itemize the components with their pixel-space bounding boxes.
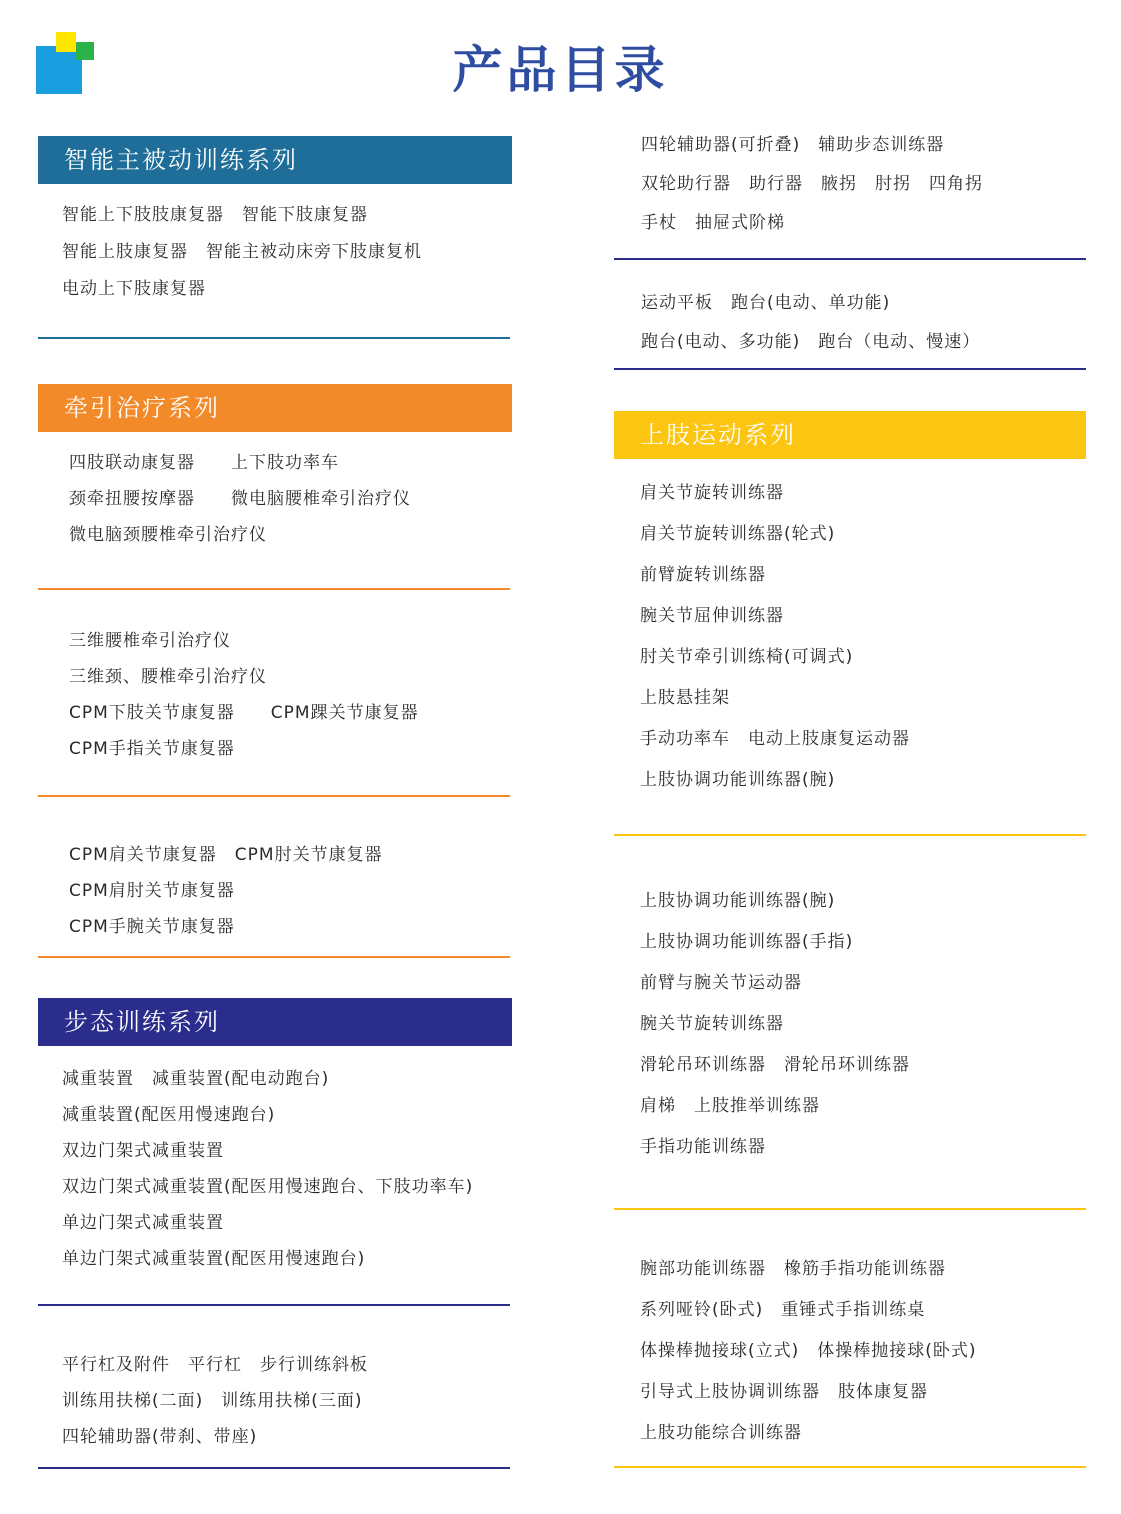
product-line: 手杖 抽屉式阶梯 [641, 213, 785, 233]
product-line: 颈牵扭腰按摩器 微电脑腰椎牵引治疗仪 [69, 489, 411, 509]
separator-line [614, 368, 1086, 370]
separator-line [614, 834, 1086, 836]
product-line: 上肢协调功能训练器(腕) [640, 891, 836, 911]
product-line: 系列哑铃(卧式) 重锤式手指训练桌 [640, 1300, 926, 1320]
product-block [62, 1350, 368, 1458]
separator-line [38, 588, 510, 590]
separator-line [38, 956, 510, 958]
product-line: 双边门架式减重装置 [62, 1141, 224, 1161]
product-line: CPM下肢关节康复器 CPM踝关节康复器 [69, 703, 419, 723]
product-block [640, 886, 910, 1173]
section-header-upper-limb: 上肢运动系列 [614, 411, 1086, 459]
separator-line [38, 337, 510, 339]
section-header-smart-training: 智能主被动训练系列 [38, 136, 512, 184]
product-line: 滑轮吊环训练器 滑轮吊环训练器 [640, 1055, 910, 1075]
product-line: 上肢功能综合训练器 [640, 1423, 802, 1443]
section-header-gait-training: 步态训练系列 [38, 998, 512, 1046]
product-block [62, 200, 422, 311]
product-line: 电动上下肢康复器 [62, 279, 206, 299]
product-line: 手动功率车 电动上肢康复运动器 [640, 729, 910, 749]
product-line: 减重装置 减重装置(配电动跑台) [62, 1069, 330, 1089]
product-line: 腕部功能训练器 橡筋手指功能训练器 [640, 1259, 946, 1279]
product-line: 训练用扶梯(二面) 训练用扶梯(三面) [62, 1391, 363, 1411]
product-line: 四肢联动康复器 上下肢功率车 [69, 453, 339, 473]
product-line: 体操棒抛接球(立式) 体操棒抛接球(卧式) [640, 1341, 977, 1361]
product-block [640, 478, 910, 806]
product-block [62, 1064, 473, 1280]
section-header-traction: 牵引治疗系列 [38, 384, 512, 432]
product-line: 肩梯 上肢推举训练器 [640, 1096, 820, 1116]
product-line: 前臂旋转训练器 [640, 565, 766, 585]
product-block [641, 288, 980, 366]
product-line: 四轮辅助器(可折叠) 辅助步态训练器 [641, 135, 945, 155]
product-line: 手指功能训练器 [640, 1137, 766, 1157]
product-line: 上肢协调功能训练器(手指) [640, 932, 854, 952]
product-block [640, 1254, 977, 1459]
page-title: 产品目录 [452, 41, 669, 99]
product-block [641, 130, 983, 247]
product-line: 双轮助行器 助行器 腋拐 肘拐 四角拐 [641, 174, 983, 194]
product-line: 肘关节牵引训练椅(可调式) [640, 647, 854, 667]
product-line: 减重装置(配医用慢速跑台) [62, 1105, 276, 1125]
product-line: 肩关节旋转训练器(轮式) [640, 524, 836, 544]
product-line: CPM肩关节康复器 CPM肘关节康复器 [69, 845, 383, 865]
product-line: 微电脑颈腰椎牵引治疗仪 [69, 525, 267, 545]
product-line: 肩关节旋转训练器 [640, 483, 784, 503]
separator-line [614, 1208, 1086, 1210]
product-line: 上肢协调功能训练器(腕) [640, 770, 836, 790]
product-line: 上肢悬挂架 [640, 688, 730, 708]
product-line: 三维腰椎牵引治疗仪 [69, 631, 231, 651]
product-line: 引导式上肢协调训练器 肢体康复器 [640, 1382, 928, 1402]
product-line: CPM肩肘关节康复器 [69, 881, 235, 901]
product-block [69, 626, 419, 770]
separator-line [38, 1304, 510, 1306]
product-line: 跑台(电动、多功能) 跑台（电动、慢速） [641, 332, 981, 352]
product-block [69, 840, 383, 948]
product-line: 运动平板 跑台(电动、单功能) [641, 293, 891, 313]
product-line: 腕关节旋转训练器 [640, 1014, 784, 1034]
product-block [69, 448, 411, 556]
product-line: 智能上下肢肢康复器 智能下肢康复器 [62, 205, 368, 225]
product-line: 单边门架式减重装置(配医用慢速跑台) [62, 1249, 366, 1269]
separator-line [38, 1467, 510, 1469]
separator-line [38, 795, 510, 797]
product-line: CPM手腕关节康复器 [69, 917, 235, 937]
product-line: 四轮辅助器(带刹、带座) [62, 1427, 258, 1447]
separator-line [614, 258, 1086, 260]
product-line: CPM手指关节康复器 [69, 739, 235, 759]
product-line: 单边门架式减重装置 [62, 1213, 224, 1233]
product-line: 双边门架式减重装置(配医用慢速跑台、下肢功率车) [62, 1177, 474, 1197]
product-line: 智能上肢康复器 智能主被动床旁下肢康复机 [62, 242, 422, 262]
product-line: 前臂与腕关节运动器 [640, 973, 802, 993]
separator-line [614, 1466, 1086, 1468]
product-line: 三维颈、腰椎牵引治疗仪 [69, 667, 267, 687]
product-line: 平行杠及附件 平行杠 步行训练斜板 [62, 1355, 368, 1375]
product-line: 腕关节屈伸训练器 [640, 606, 784, 626]
